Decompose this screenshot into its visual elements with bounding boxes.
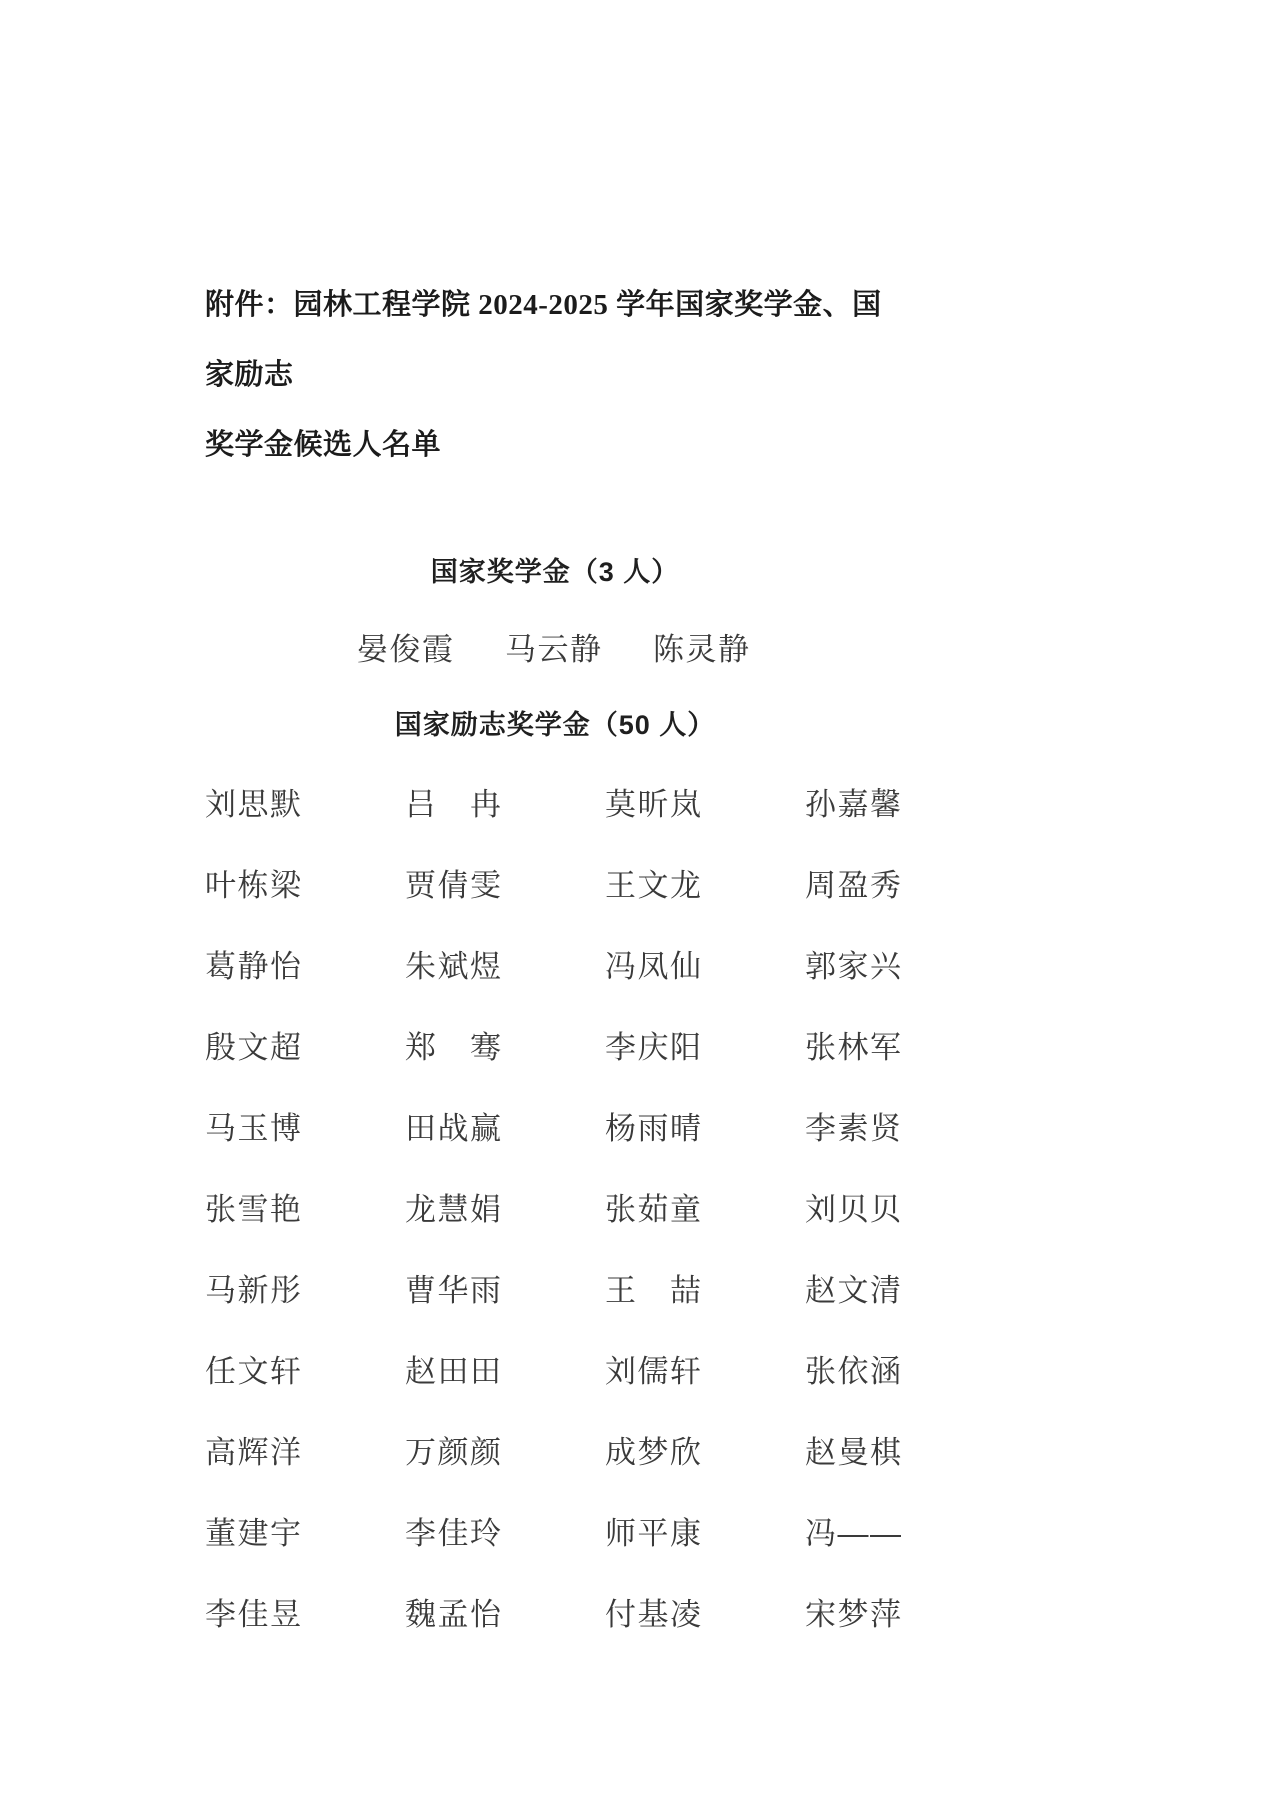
candidate-name: 冯——	[805, 1516, 903, 1551]
candidate-name: 李素贤	[805, 1111, 903, 1146]
candidate-name: 李佳昱	[205, 1597, 303, 1632]
candidate-name: 郭家兴	[805, 949, 903, 984]
name-grid-row	[205, 1247, 905, 1328]
candidate-name: 晏俊霞	[357, 632, 455, 667]
candidate-name: 马云静	[505, 632, 603, 667]
name-grid-row	[205, 1571, 905, 1652]
candidate-name: 殷文超	[205, 1030, 303, 1065]
name-grid-row	[205, 1166, 905, 1247]
candidate-name: 叶栋梁	[205, 868, 303, 903]
candidate-name: 张林军	[805, 1030, 903, 1065]
candidate-name: 朱斌煜	[405, 949, 503, 984]
candidate-name: 曹华雨	[405, 1273, 503, 1308]
name-grid-row	[205, 1490, 905, 1571]
candidate-name: 魏孟怡	[405, 1597, 503, 1632]
name-grid-row	[205, 923, 905, 1004]
national-scholarship-names	[205, 630, 905, 670]
candidate-name: 张依涵	[805, 1354, 903, 1389]
candidate-name: 成梦欣	[605, 1435, 703, 1470]
encouragement-scholarship-heading: 国家励志奖学金（50 人）	[394, 710, 716, 740]
candidate-name: 李庆阳	[605, 1030, 703, 1065]
national-scholarship-heading: 国家奖学金（3 人）	[430, 557, 680, 587]
candidate-name: 王 喆	[605, 1273, 703, 1308]
candidate-name: 张雪艳	[205, 1192, 303, 1227]
candidate-name: 万颜颜	[405, 1435, 503, 1470]
name-grid-row	[205, 761, 905, 842]
candidate-name: 葛静怡	[205, 949, 303, 984]
name-grid-row	[205, 1004, 905, 1085]
candidate-name: 莫昕岚	[605, 787, 703, 822]
candidate-name: 赵曼棋	[805, 1435, 903, 1470]
candidate-name: 董建宇	[205, 1516, 303, 1551]
encouragement-name-grid	[205, 761, 905, 1652]
candidate-name: 李佳玲	[405, 1516, 503, 1551]
name-grid-row	[205, 1328, 905, 1409]
candidate-name: 刘贝贝	[805, 1192, 903, 1227]
candidate-name: 孙嘉馨	[805, 787, 903, 822]
candidate-name: 陈灵静	[653, 632, 751, 667]
attachment-title-line-2: 奖学金候选人名单	[205, 429, 442, 461]
candidate-name: 马玉博	[205, 1111, 303, 1146]
candidate-name: 田战赢	[405, 1111, 503, 1146]
candidate-name: 郑 骞	[405, 1030, 503, 1065]
candidate-name: 杨雨晴	[605, 1111, 703, 1146]
candidate-name: 付基凌	[605, 1597, 703, 1632]
candidate-name: 吕 冉	[405, 787, 503, 822]
attachment-title-line-1: 附件：园林工程学院 2024-2025 学年国家奖学金、国家励志	[205, 289, 882, 391]
candidate-name: 师平康	[605, 1516, 703, 1551]
candidate-name: 龙慧娟	[405, 1192, 503, 1227]
candidate-name: 冯凤仙	[605, 949, 703, 984]
candidate-name: 王文龙	[605, 868, 703, 903]
attachment-title	[205, 270, 905, 480]
candidate-name: 周盈秀	[805, 868, 903, 903]
candidate-name: 高辉洋	[205, 1435, 303, 1470]
candidate-name: 宋梦萍	[805, 1597, 903, 1632]
candidate-name: 赵田田	[405, 1354, 503, 1389]
candidate-name: 马新彤	[205, 1273, 303, 1308]
name-grid-row	[205, 1409, 905, 1490]
candidate-name: 任文轩	[205, 1354, 303, 1389]
candidate-name: 张茹童	[605, 1192, 703, 1227]
candidate-name: 赵文清	[805, 1273, 903, 1308]
name-grid-row	[205, 1085, 905, 1166]
name-grid-row	[205, 842, 905, 923]
candidate-name: 刘思默	[205, 787, 303, 822]
candidate-name: 刘儒轩	[605, 1354, 703, 1389]
candidate-name: 贾倩雯	[405, 868, 503, 903]
